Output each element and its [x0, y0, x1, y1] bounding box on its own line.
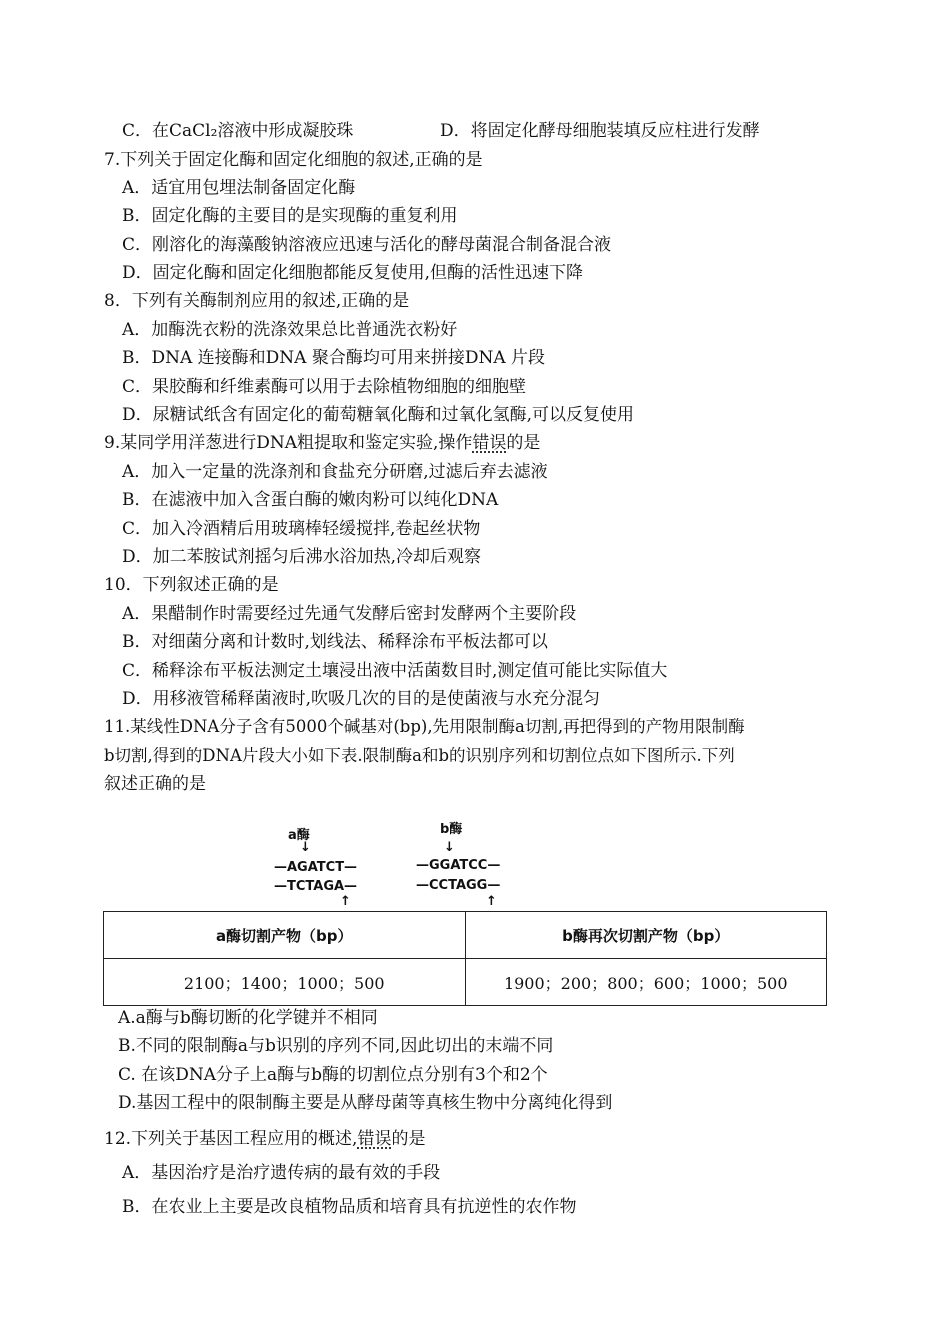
enzyme-a-cut-arrow-down: ↓	[300, 840, 311, 855]
q12-stem-end: 的是	[391, 1129, 426, 1149]
enzyme-a-cut-arrow-up: ↑	[340, 894, 351, 909]
q9-option-d: D．加二苯胺试剂摇匀后沸水浴加热,冷却后观察	[122, 547, 482, 567]
restriction-site-diagram	[270, 818, 550, 918]
q7-option-d: D．固定化酶和固定化细胞都能反复使用,但酶的活性迅速下降	[122, 263, 584, 283]
q11-option-d: D.基因工程中的限制酶主要是从酵母菌等真核生物中分离纯化得到	[118, 1093, 613, 1113]
q7-stem: 7.下列关于固定化酶和固定化细胞的叙述,正确的是	[104, 150, 483, 170]
q10-option-b: B．对细菌分离和计数时,划线法、稀释涂布平板法都可以	[122, 632, 548, 652]
q9-stem	[104, 432, 540, 454]
q9-option-b: B．在滤液中加入含蛋白酶的嫩肉粉可以纯化DNA	[122, 490, 499, 510]
q9-stem-emphasis: 错误	[472, 433, 507, 453]
table-header-row	[104, 912, 827, 959]
enzyme-a-label: a酶	[288, 828, 310, 843]
q7-option-a: A．适宜用包埋法制备固定化酶	[122, 178, 356, 198]
q8-stem: 8．下列有关酶制剂应用的叙述,正确的是	[104, 291, 410, 311]
q11-option-b: B.不同的限制酶a与b识别的序列不同,因此切出的末端不同	[118, 1036, 554, 1056]
q7-option-b: B．固定化酶的主要目的是实现酶的重复利用	[122, 206, 458, 226]
q12-stem	[104, 1128, 425, 1150]
q10-option-d: D．用移液管稀释菌液时,吹吸几次的目的是使菌液与水充分混匀	[122, 689, 601, 709]
q8-option-c: C．果胶酶和纤维素酶可以用于去除植物细胞的细胞壁	[122, 377, 527, 397]
enzyme-a-bottom-strand: —TCTAGA—	[274, 879, 358, 894]
enzyme-b-label: b酶	[440, 822, 463, 837]
q12-stem-text: 12.下列关于基因工程应用的概述,	[104, 1129, 358, 1149]
q6-option-d: D．将固定化酵母细胞装填反应柱进行发酵	[440, 121, 760, 141]
q8-option-a: A．加酶洗衣粉的洗涤效果总比普通洗衣粉好	[122, 320, 458, 340]
table-row	[104, 959, 827, 1006]
q11-stem-line1: 11.某线性DNA分子含有5000个碱基对(bp),先用限制酶a切割,再把得到的产物用限制酶	[104, 717, 745, 736]
q7-option-c: C．刚溶化的海藻酸钠溶液应迅速与活化的酵母菌混合制备混合液	[122, 235, 612, 255]
q9-option-c: C．加入冷酒精后用玻璃棒轻缓搅拌,卷起丝状物	[122, 519, 481, 539]
enzyme-a-top-strand: —AGATCT—	[274, 860, 358, 875]
q6-option-c: C．在CaCl₂溶液中形成凝胶珠	[122, 121, 354, 141]
q9-stem-text: 9.某同学用洋葱进行DNA粗提取和鉴定实验,操作	[104, 433, 473, 453]
q11-stem-line2: b切割,得到的DNA片段大小如下表.限制酶a和b的识别序列和切割位点如下图所示.下列	[104, 746, 735, 765]
q12-option-a: A．基因治疗是治疗遗传病的最有效的手段	[122, 1163, 441, 1183]
digestion-products-table	[103, 911, 827, 1006]
q12-option-b: B．在农业上主要是改良植物品质和培育具有抗逆性的农作物	[122, 1197, 577, 1217]
enzyme-b-cut-arrow-up: ↑	[486, 894, 497, 909]
q8-option-d: D．尿糖试纸含有固定化的葡萄糖氧化酶和过氧化氢酶,可以反复使用	[122, 405, 635, 425]
q11-option-c: C. 在该DNA分子上a酶与b酶的切割位点分别有3个和2个	[118, 1065, 548, 1085]
q12-stem-emphasis: 错误	[357, 1129, 392, 1149]
enzyme-b-cut-arrow-down: ↓	[444, 840, 455, 855]
q9-option-a: A．加入一定量的洗涤剂和食盐充分研磨,过滤后弃去滤液	[122, 462, 548, 482]
table-header-a: a酶切割产物（bp）	[104, 912, 466, 959]
q8-option-b: B．DNA 连接酶和DNA 聚合酶均可用来拼接DNA 片段	[122, 348, 546, 368]
enzyme-b-bottom-strand: —CCTAGG—	[416, 878, 501, 893]
q11-option-a: A.a酶与b酶切断的化学键并不相同	[118, 1008, 378, 1028]
q10-option-a: A．果醋制作时需要经过先通气发酵后密封发酵两个主要阶段	[122, 604, 577, 624]
q10-option-c: C．稀释涂布平板法测定土壤浸出液中活菌数目时,测定值可能比实际值大	[122, 661, 668, 681]
enzyme-b-top-strand: —GGATCC—	[416, 858, 501, 873]
table-header-b: b酶再次切割产物（bp）	[465, 912, 827, 959]
table-cell-b: 1900；200；800；600；1000；500	[465, 959, 827, 1006]
q9-stem-end: 的是	[506, 433, 541, 453]
q11-stem-line3: 叙述正确的是	[104, 774, 206, 794]
table-cell-a: 2100；1400；1000；500	[104, 959, 466, 1006]
q10-stem: 10．下列叙述正确的是	[104, 575, 279, 595]
